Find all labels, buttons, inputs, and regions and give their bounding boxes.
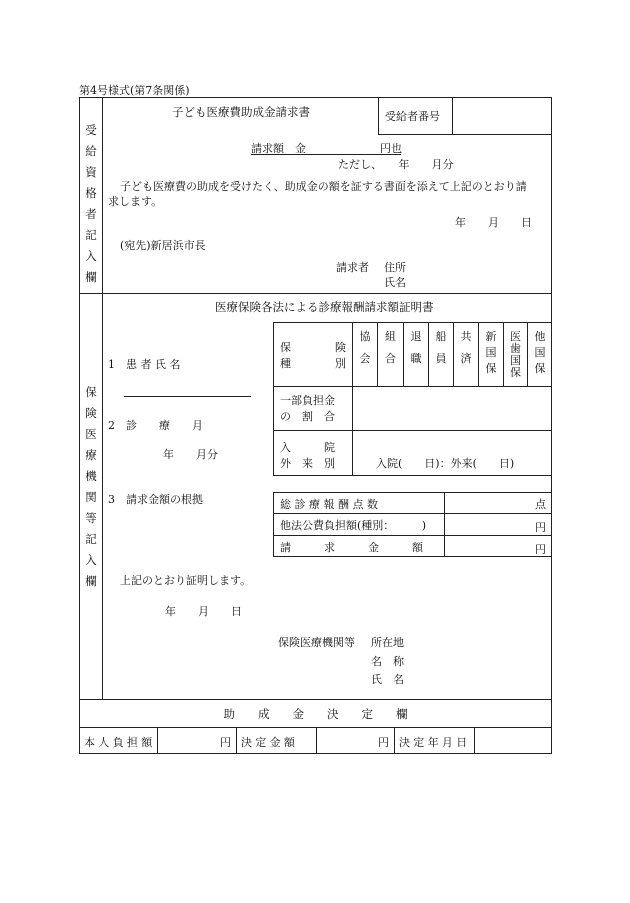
claimant-address-field[interactable] — [412, 258, 548, 273]
certify-text: 上記のとおり証明します。 — [120, 574, 252, 587]
medical-section-label — [80, 382, 102, 592]
points-table-row1 — [273, 513, 552, 514]
decision-col-line — [157, 727, 158, 754]
addressee: (宛先)新居浜市長 — [120, 239, 206, 252]
recipient-number-field[interactable] — [455, 100, 549, 132]
claim-total-label: 請 求 金 額 — [280, 541, 423, 554]
decision-date-field[interactable] — [477, 730, 549, 751]
section-divider-2 — [79, 699, 552, 700]
total-points-field[interactable] — [448, 495, 532, 511]
insurance-char: 職 — [410, 352, 422, 365]
insurance-table-row1 — [273, 386, 552, 387]
medical-section-label-char: 記 — [85, 532, 97, 546]
insurance-option-ishi-kokuho[interactable] — [504, 331, 527, 379]
section-divider-1 — [79, 293, 552, 294]
insurance-option-kumiai[interactable] — [378, 329, 403, 367]
insurance-char: 共 — [460, 330, 472, 343]
applicant-section-label-char: 資 — [85, 165, 97, 179]
self-pay-label: 本人負担額 — [84, 736, 156, 749]
insurance-option-kyokai[interactable] — [353, 329, 377, 367]
medical-section-label-char: 等 — [85, 511, 97, 525]
claimant-label: 請求者 — [336, 261, 369, 274]
other-public-field[interactable] — [448, 516, 532, 532]
self-pay-field[interactable] — [160, 730, 218, 751]
insurance-char: 保 — [485, 362, 497, 375]
claim-total-field[interactable] — [448, 538, 532, 554]
section-label-divider — [102, 97, 103, 699]
institution-title-label: 名 称 — [371, 655, 404, 668]
decided-amount-label: 決定金額 — [241, 736, 299, 749]
decision-title: 助 成 金 決 定 欄 — [223, 707, 408, 721]
claimant-name-field[interactable] — [412, 273, 548, 288]
insurance-char: 合 — [385, 352, 396, 365]
treatment-month-label: 2 診 療 月 — [108, 419, 203, 432]
decision-col-line — [236, 727, 237, 754]
insurance-char: 国 — [510, 354, 521, 367]
recipient-number-divider-left — [378, 97, 379, 134]
insurance-char: 船 — [435, 330, 447, 343]
other-public-label: 他法公費負担額(種別： ) — [280, 519, 427, 532]
patient-name-field[interactable] — [124, 376, 251, 394]
certificate-title: 医療保険各法による診療報酬請求額証明書 — [215, 300, 434, 314]
insurance-char: 医 — [510, 330, 521, 343]
points-table-row2 — [273, 535, 552, 536]
decision-col-line — [394, 727, 395, 754]
decision-date-label: 決定年月日 — [399, 736, 471, 749]
decision-col-line — [316, 727, 317, 754]
claim-total-unit: 円 — [535, 543, 546, 556]
claim-form-title: 子ども医療費助成金請求書 — [172, 105, 310, 119]
medical-section-label-char: 険 — [85, 406, 97, 420]
patient-name-label: 1 患 者 氏 名 — [108, 358, 181, 371]
claimant-name-label: 氏名 — [384, 276, 406, 289]
insurance-char: 新 — [485, 330, 497, 343]
applicant-section-label-char: 格 — [85, 186, 97, 200]
insurance-option-taishoku[interactable] — [404, 329, 428, 367]
basis-label: 3 請求金額の根拠 — [108, 493, 203, 506]
medical-section-label-char: 関 — [85, 490, 97, 504]
patient-name-underline — [124, 396, 251, 397]
claimant-address-label: 住所 — [384, 261, 406, 274]
insurance-type-label-1: 保 険 — [280, 341, 346, 354]
institution-title-field[interactable] — [412, 652, 548, 667]
applicant-section-label-char: 給 — [85, 144, 97, 158]
inout-days-value[interactable]: 入院( 日)：外来( 日) — [376, 457, 515, 470]
medical-section-label-char: 入 — [85, 553, 97, 567]
insurance-option-shin-kokuho[interactable] — [479, 329, 503, 377]
decided-amount-field[interactable] — [319, 730, 377, 751]
recipient-number-divider-right — [452, 97, 453, 134]
claim-amount-label: 請求額 金 — [251, 142, 306, 155]
claim-date: 年 月 日 — [455, 216, 532, 229]
inout-label-1: 入 院 — [280, 441, 335, 454]
treatment-month-value[interactable]: 年 月分 — [163, 448, 218, 461]
institution-name-field[interactable] — [412, 670, 548, 685]
points-table-divider — [444, 492, 445, 557]
copay-ratio-field[interactable] — [356, 390, 548, 426]
recipient-number-bottom — [378, 134, 552, 135]
other-public-unit: 円 — [535, 521, 546, 534]
insurance-char: 員 — [435, 352, 447, 365]
claim-body-line1: 子ども医療費の助成を受けたく、助成金の額を証する書面を添えて上記のとおり請 — [120, 180, 527, 193]
medical-section-label-char: 保 — [85, 385, 97, 399]
institution-location-field[interactable] — [412, 633, 548, 648]
form-number: 第4号様式(第7条関係) — [79, 84, 190, 97]
claim-amount-unit: 円也 — [380, 142, 402, 155]
insurance-char: 歯 — [510, 342, 521, 355]
insurance-char: 協 — [359, 330, 371, 343]
insurance-char: 他 — [534, 330, 546, 343]
insurance-option-senin[interactable] — [429, 329, 453, 367]
applicant-section-label-char: 欄 — [85, 270, 97, 284]
inout-label-2: 外 来 別 — [280, 457, 335, 470]
medical-section-label-char: 療 — [85, 448, 97, 462]
copay-ratio-label-2: の 割 合 — [280, 410, 335, 423]
applicant-section-label-char: 者 — [85, 207, 97, 221]
insurance-char: 退 — [410, 330, 422, 343]
claim-amount-field[interactable] — [311, 139, 377, 154]
institution-label: 保険医療機関等 — [278, 636, 355, 649]
insurance-char: 会 — [359, 352, 371, 365]
self-pay-unit: 円 — [220, 736, 231, 749]
insurance-char: 国 — [534, 346, 546, 359]
insurance-char: 国 — [485, 346, 497, 359]
applicant-section-label — [80, 120, 102, 288]
claim-amount-underline — [251, 154, 401, 155]
medical-section-label-char: 医 — [85, 427, 97, 441]
total-points-label: 総 診 療 報 酬 点 数 — [280, 498, 378, 511]
certify-date: 年 月 日 — [165, 605, 242, 618]
insurance-option-kyosai[interactable] — [454, 329, 478, 367]
institution-location-label: 所在地 — [371, 636, 404, 649]
copay-ratio-label-1: 一部負担金 — [280, 394, 335, 407]
decision-col-line — [474, 727, 475, 754]
claim-body-line2: 求します。 — [108, 195, 163, 208]
total-points-unit: 点 — [535, 498, 546, 511]
insurance-char: 済 — [460, 352, 472, 365]
insurance-char: 保 — [510, 366, 521, 379]
insurance-type-label-2: 種 別 — [280, 357, 346, 370]
applicant-section-label-char: 受 — [85, 123, 97, 137]
medical-section-label-char: 機 — [85, 469, 97, 483]
insurance-table-row2 — [273, 430, 552, 431]
applicant-section-label-char: 記 — [85, 228, 97, 242]
insurance-option-ta-kokuho[interactable] — [528, 329, 552, 377]
recipient-number-label: 受給者番号 — [385, 110, 440, 123]
institution-name-label: 氏 名 — [371, 673, 404, 686]
decided-amount-unit: 円 — [378, 736, 389, 749]
proviso-text: ただし、 年 月分 — [338, 158, 454, 171]
medical-section-label-char: 欄 — [85, 574, 97, 588]
insurance-char: 組 — [385, 330, 396, 343]
insurance-char: 保 — [534, 362, 546, 375]
applicant-section-label-char: 入 — [85, 249, 97, 263]
